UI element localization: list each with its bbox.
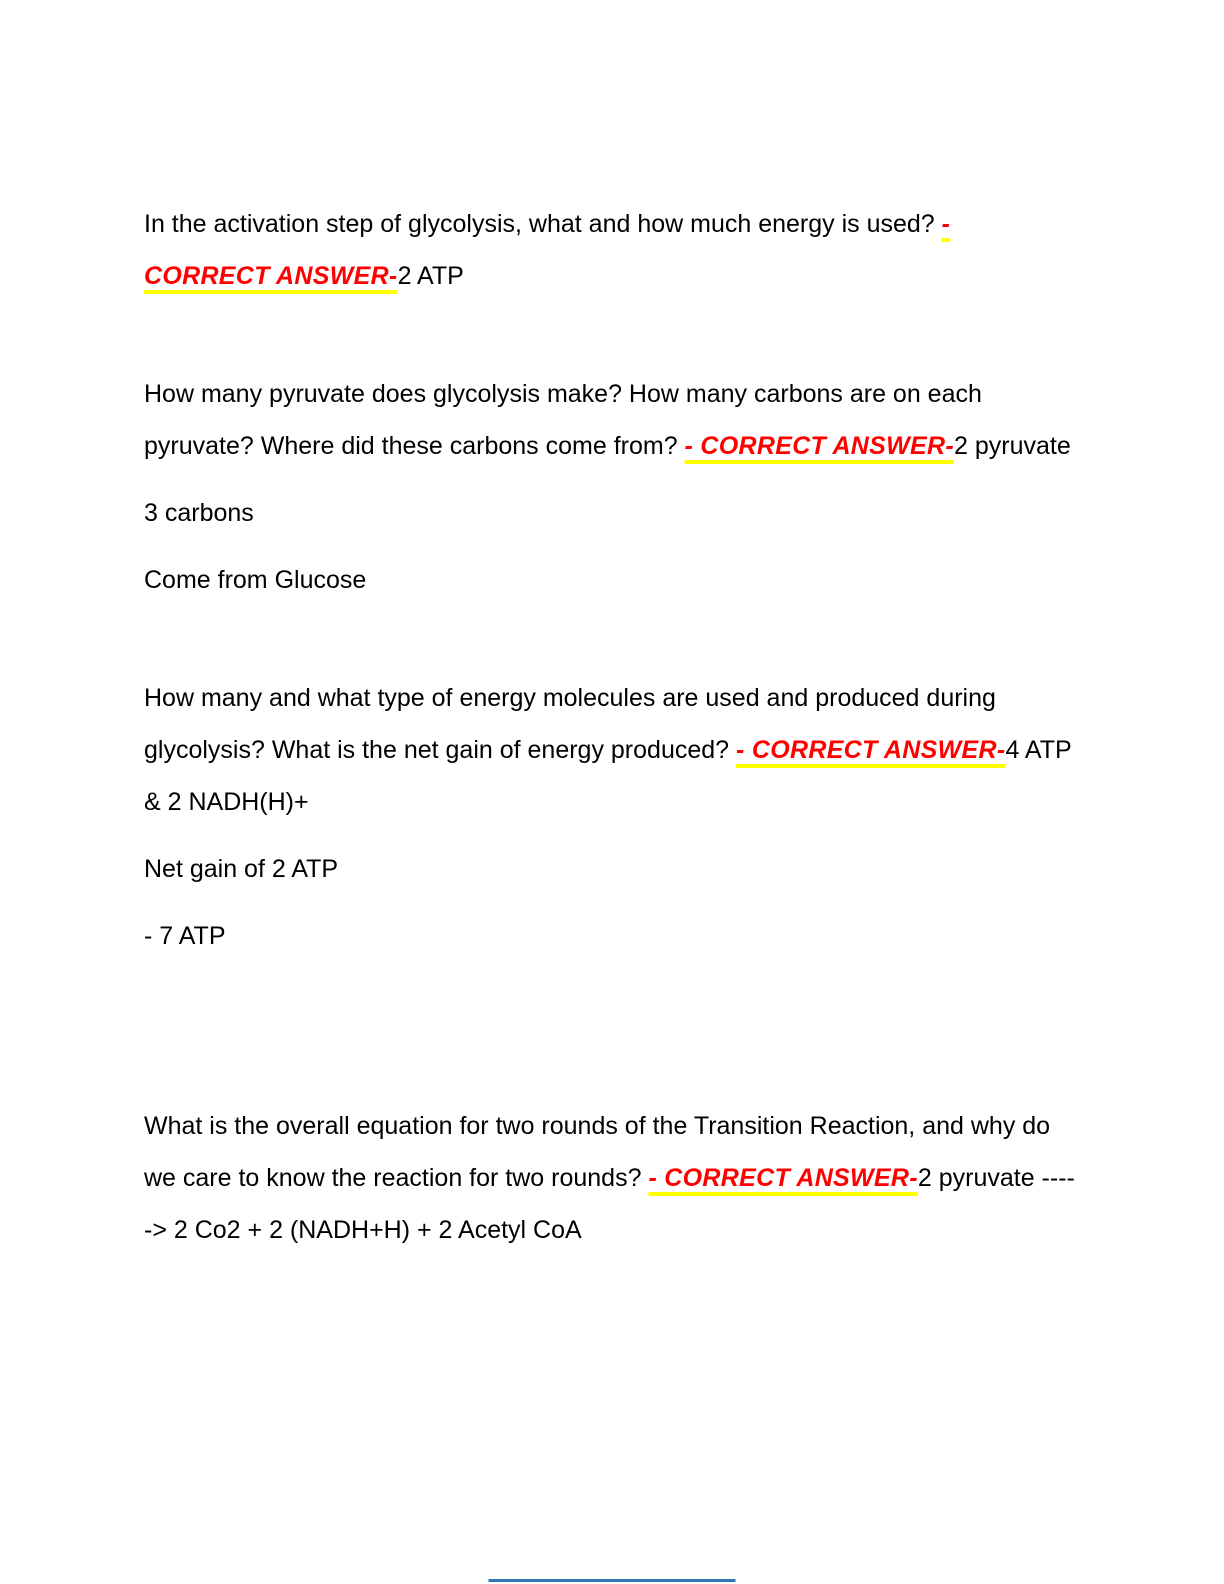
qa-paragraph [144,198,1080,302]
question-text: How many and what type of energy molecules are used and produced during glycolysis? What is the net gain of energy produced? [144,684,996,764]
correct-answer-marker: - CORRECT ANSWER- [648,1164,918,1192]
footer-divider-line [489,1579,736,1582]
answer-text: 2 ATP [397,262,464,290]
qa-block [144,198,1080,302]
answer-line: 3 carbons [144,499,254,527]
question-text: How many pyruvate does glycolysis make? How many carbons are on each pyruvate? Where did these carbons come from? [144,380,982,460]
qa-block [144,368,1080,606]
qa-paragraph [144,672,1080,828]
qa-block [144,672,1080,962]
answer-text: 4 ATP & 2 NADH(H)+ [144,736,1072,816]
answer-line: - 7 ATP [144,922,226,950]
answer-text: 2 pyruvate [953,432,1071,460]
qa-paragraph [144,1100,1080,1256]
answer-text: 2 pyruvate -----> 2 Co2 + 2 (NADH+H) + 2 Acetyl CoA [144,1164,1075,1244]
correct-answer-marker: - CORRECT ANSWER- [144,210,951,290]
question-text: In the activation step of glycolysis, what and how much energy is used? [144,210,942,238]
qa-paragraph [144,368,1080,472]
correct-answer-marker: - CORRECT ANSWER- [736,736,1006,764]
correct-answer-marker: - CORRECT ANSWER- [684,432,954,460]
answer-line: Come from Glucose [144,566,367,594]
qa-block [144,1100,1080,1256]
answer-line: Net gain of 2 ATP [144,855,339,883]
question-text: What is the overall equation for two rounds of the Transition Reaction, and why do we care to know the reaction for two rounds? [144,1112,1051,1192]
